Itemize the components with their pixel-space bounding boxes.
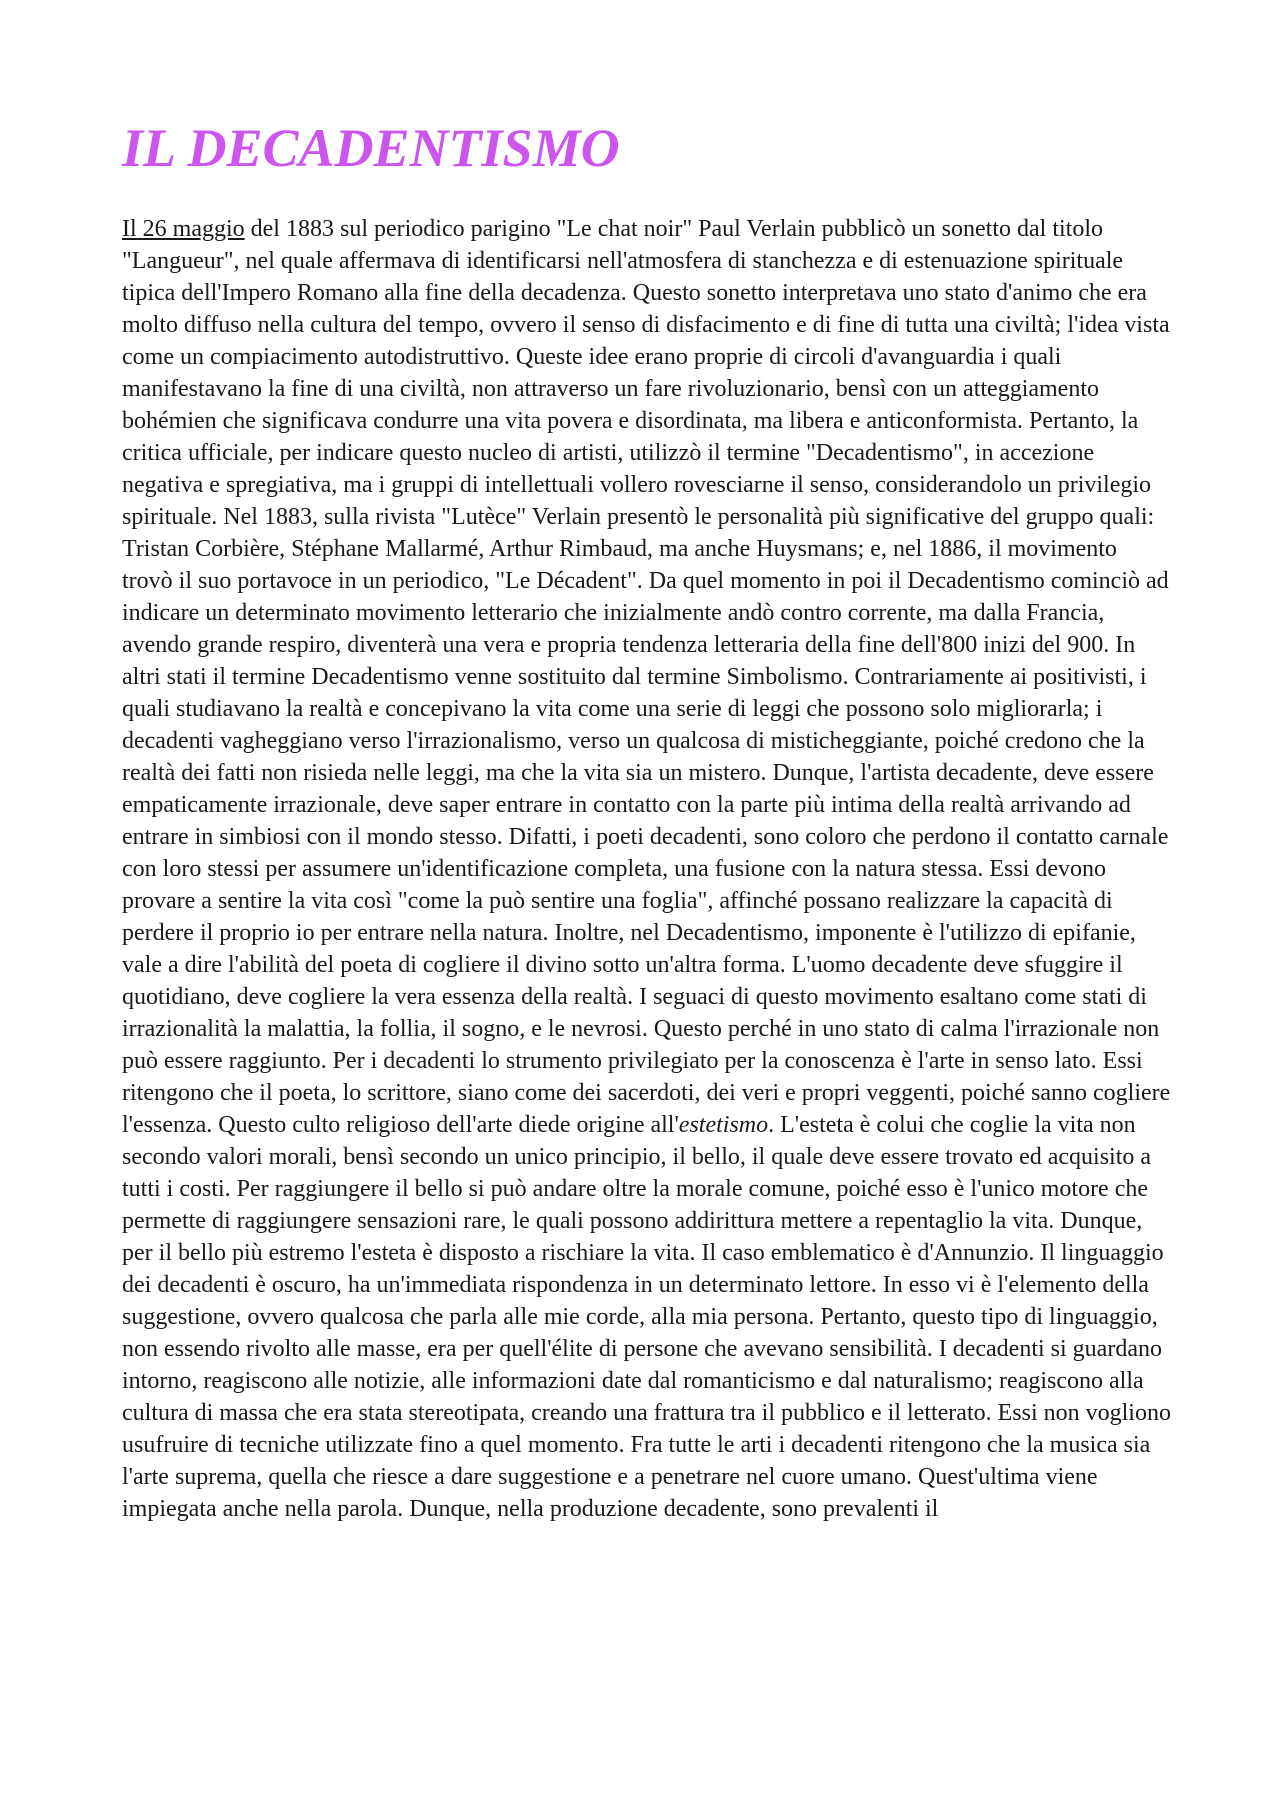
paragraph-text-part-2: . L'esteta è colui che coglie la vita non secondo valori morali, bensì secondo un unico principio, il bello, il quale deve essere trovato ed acquisito a tutti i costi. Per raggiungere il bello si può andare oltre la morale comune, poiché esso è l'unico motore che permette di raggiungere sensazioni rare, le quali possono addirittura mettere a repentaglio la vita. Dunque, per il bello più estremo l'esteta è disposto a rischiare la vita. Il caso emblematico è d'Annunzio. Il linguaggio dei decadenti è oscuro, ha un'immediata rispondenza in un determinato lettore. In esso vi è l'elemento della suggestione, ovvero qualcosa che parla alle mie corde, alla mia persona. Pertanto, questo tipo di linguaggio, non essendo rivolto alle masse, era per quell'élite di persone che avevano sensibilità. I decadenti si guardano intorno, reagiscono alle notizie, alle informazioni date dal romanticismo e dal naturalismo; reagiscono alla cultura di massa che era stata stereotipata, creando una frattura tra il pubblico e il letterato. Essi non vogliono usufruire di tecniche utilizzate fino a quel momento. Fra tutte le arti i decadenti ritengono che la musica sia l'arte suprema, quella che riesce a dare suggestione e a penetrare nel cuore umano. Quest'ultima viene impiegata anche nella parola. Dunque, nella produzione decadente, sono prevalenti il	[122, 1111, 1171, 1522]
estetismo-term: estetismo	[678, 1111, 769, 1138]
date-link[interactable]: Il 26 maggio	[122, 215, 245, 242]
paragraph-text-part-1: del 1883 sul periodico parigino "Le chat noir" Paul Verlain pubblicò un sonetto dal titolo "Langueur", nel quale affermava di identificarsi nell'atmosfera di stanchezza e di estenuazione spirituale tipica dell'Impero Romano alla fine della decadenza. Questo sonetto interpretava uno stato d'animo che era molto diffuso nella cultura del tempo, ovvero il senso di disfacimento e di fine di tutta una civiltà; l'idea vista come un compiacimento autodistruttivo. Queste idee erano proprie di circoli d'avanguardia i quali manifestavano la fine di una civiltà, non attraverso un fare rivoluzionario, bensì con un atteggiamento bohémien che significava condurre una vita povera e disordinata, ma libera e anticonformista. Pertanto, la critica ufficiale, per indicare questo nucleo di artisti, utilizzò il termine "Decadentismo", in accezione negativa e spregiativa, ma i gruppi di intellettuali vollero rovesciarne il senso, considerandolo un privilegio spirituale. Nel 1883, sulla rivista "Lutèce" Verlain presentò le personalità più significative del gruppo quali: Tristan Corbière, Stéphane Mallarmé, Arthur Rimbaud, ma anche Huysmans; e, nel 1886, il movimento trovò il suo portavoce in un periodico, "Le Décadent". Da quel momento in poi il Decadentismo cominciò ad indicare un determinato movimento letterario che inizialmente andò contro corrente, ma dalla Francia, avendo grande respiro, diventerà una vera e propria tendenza letteraria della fine dell'800 inizi del 900. In altri stati il termine Decadentismo venne sostituito dal termine Simbolismo. Contrariamente ai positivisti, i quali studiavano la realtà e concepivano la vita come una serie di leggi che possono solo migliorarla; i decadenti vagheggiano verso l'irrazionalismo, verso un qualcosa di misticheggiante, poiché credono che la realtà dei fatti non risieda nelle leggi, ma che la vita sia un mistero. Dunque, l'artista decadente, deve essere empaticamente irrazionale, deve saper entrare in contatto con la parte più intima della realtà arrivando ad entrare in simbiosi con il mondo stesso. Difatti, i poeti decadenti, sono coloro che perdono il contatto carnale con loro stessi per assumere un'identificazione completa, una fusione con la natura stessa. Essi devono provare a sentire la vita così "come la può sentire una foglia", affinché possano realizzare la capacità di perdere il proprio io per entrare nella natura. Inoltre, nel Decadentismo, imponente è l'utilizzo di epifanie, vale a dire l'abilità del poeta di cogliere il divino sotto un'altra forma. L'uomo decadente deve sfuggire il quotidiano, deve cogliere la vera essenza della realtà. I seguaci di questo movimento esaltano come stati di irrazionalità la malattia, la follia, il sogno, e le nevrosi. Questo perché in uno stato di calma l'irrazionale non può essere raggiunto. Per i decadenti lo strumento privilegiato per la conoscenza è l'arte in senso lato. Essi ritengono che il poeta, lo scrittore, siano come dei sacerdoti, dei veri e propri veggenti, poiché sanno cogliere l'essenza. Questo culto religioso dell'arte diede origine all'	[122, 215, 1171, 1138]
body-paragraph	[122, 213, 1172, 1525]
page-title: IL DECADENTISMO	[122, 118, 620, 178]
document-page	[122, 120, 1172, 1525]
